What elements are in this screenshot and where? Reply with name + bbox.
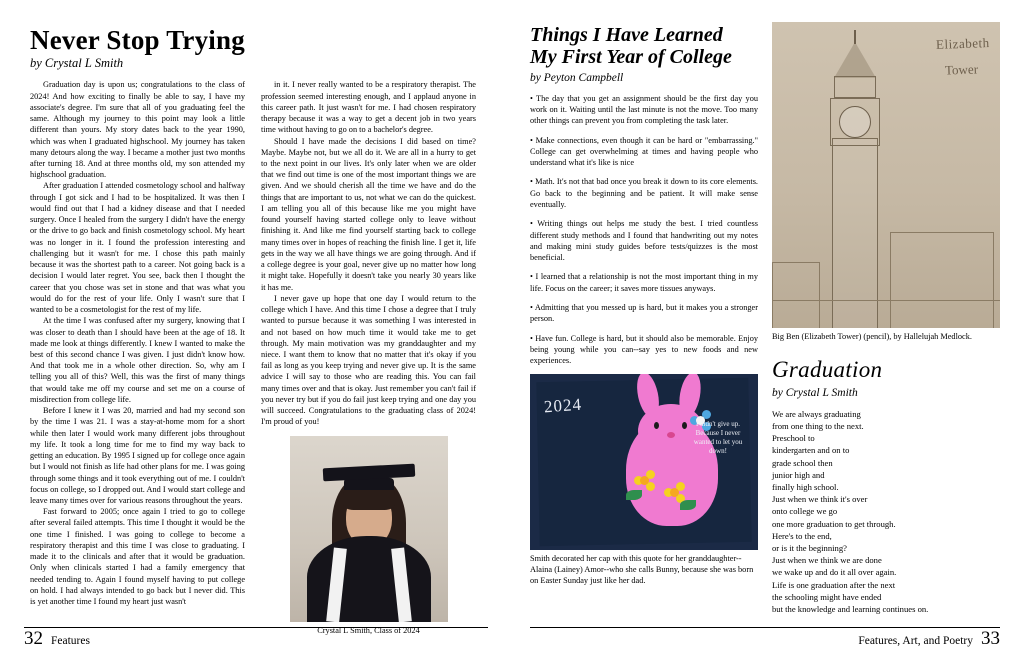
poem-body [772,408,1000,615]
poem-line: Just when we think we are done [772,555,882,566]
ground-line [772,300,1000,328]
poem-line: Just when we think it's over [772,494,868,505]
flower-icon [634,470,656,492]
body-text-column-1 [30,79,245,607]
bullet-list [530,93,758,367]
paragraph: I never gave up hope that one day I would return to the college which I have. And this time I chose a degree that I truly wanted to pursue because it was something I was interested in and not based on how much time it would take me to get through. My main motivation was my granddaughter and my niece. I want them to know that no matter that it's okay if you fail as long as you keep trying and never give up. It is the same advice I will say to those who are reading this. You can fail many times over and that is okay. Just remember you can't fail if you never try but if you do fail just keep trying and one day you will succeed. Congratulations to the graduating class of 2024! I'm proud of you! [261,293,476,427]
cap-year-text: 2024 [543,395,583,417]
poem-line: We are always graduating [772,408,861,419]
footer-rule [24,627,488,628]
left-columns [30,79,494,634]
list-item: • I learned that a relationship is not the most important thing in my life. Focus on the career; it saves more tissues anyways. [530,272,758,293]
list-item: • Writing things out helps me study the best. I tried countless different study methods and I found that handwriting out my notes and making mini study guides before tests/quizzes is the most beneficial. [530,219,758,263]
poem-line: finally high school. [772,482,839,492]
poem-line: Here's to the end, [772,530,832,541]
page-title: Never Stop Trying [30,25,245,55]
list-item: • The day that you get an assignment should be the first day you work on it. Waiting until the last minute is not the move. Too many other things can prevent you from completing the task later. [530,93,758,126]
paragraph: Graduation day is upon us; congratulations to the class of 2024! And how exciting to finally be able to say, I have my associate's degree. I'm sure that all of you graduating feel the same. Although my journey to this point may look a little different than yours. My story dates back to the year 1990, which was when I graduated highschool. My journey has taken many detours along the way. I became a mother just two months after turning 18. And at three months old, my son attended my highschool graduation. [30,80,245,180]
body-text-column-2 [261,79,476,427]
bigben-drawing [772,22,1000,328]
poem-byline: by Crystal L Smith [772,386,858,399]
finial [854,30,856,44]
article-title-line-2: My First Year of College [530,46,732,69]
list-item: • Make connections, even though it can be hard or "embarrassing." College can get overwhelming at times and having people who understand what it's like is nice [530,135,758,168]
column-2 [261,79,476,634]
spire [834,42,876,78]
list-item: • Admitting that you messed up is hard, but it makes you a stronger person. [530,303,758,324]
page-number: 32 [24,628,43,649]
hat-photo-caption: Smith decorated her cap with this quote for her granddaughter--Alaina (Lainey) Amor--who she calls Bunny, because she was born on Easter Sunday just like her dad. [530,554,754,585]
hat-photo-block [530,374,758,586]
paragraph: Fast forward to 2005; once again I tried to go to college after several failed attempts. This time I thought it would be the one time I finished. I was going to college to become a respiratory therapist and this time I was close to graduating. I made it to the clinicals and after that it would be graduation. Only when clinicals started I had a family emergency that needed tending to. Again I found myself having to put college on hold. I had always intended to go back but I never did. This is yet another time I found my heart just wasn't [30,507,245,607]
poem-line: the schooling might have ended [772,591,882,602]
photo-caption: Crystal L Smith, Class of 2024 [317,625,420,635]
poem-line: grade school then [772,457,833,468]
drawing-label-line-2: Tower [944,61,979,78]
paragraph: At the time I was confused after my surgery, knowing that I was closer to death than I should have been at the age of 18. It made me look at things differently. I knew I wanted to make the best of this second chance I was given. I just didn't know how. And that took me in a whole other direction. So, why am I telling you all of this? Well, this was the first of many things that would take me off my course and set me on a course of misdirection from college life. [30,316,245,404]
paragraph: After graduation I attended cosmetology school and halfway through I got sick and I had to be hospitalized. It was then I would find out that I had a kidney disease and that I needed surgery. Once I healed from the surgery I didn't have the energy or the drive to go back and finish cosmetology school. My heart was no longer in it. I found the profession interesting and challenging but it wasn't for me. I chose this path mainly because it was the shortest path to a career. Not going back is a decision I would later regret. You see, back then I thought the career that you chose was set in stone and that was what you would do for the rest of your life. Only I wasn't sure that I wanted to be a cosmetologist for the rest of my life. [30,181,245,315]
poem-line: kindergarten and on to [772,445,850,456]
gown-shape [307,536,431,622]
page-number: 33 [981,628,1000,649]
article-title [530,24,758,69]
poem-line: onto college we go [772,506,838,517]
section-label: Features [51,635,90,647]
graduation-portrait-photo [290,436,448,622]
tower-shape [818,60,892,328]
right-columns [530,22,1000,615]
column-4 [772,22,1000,615]
poem-line: Life is one graduation after the next [772,579,896,590]
column-3 [530,22,758,615]
poem-line: junior high and [772,469,825,480]
bigben-caption: Big Ben (Elizabeth Tower) (pencil), by Hallelujah Medlock. [772,332,972,341]
poem-line: we wake up and do it all over again. [772,567,897,578]
column-1 [30,79,245,634]
article-byline: by Peyton Campbell [530,71,624,84]
list-item: • Math. It's not that bad once you break it down to its core elements. Go back to the beginning and be patient. It will make sense eventually. [530,177,758,210]
belfry [834,76,876,98]
paragraph: Before I knew it I was 20, married and had my second son by the time I was 21. I was a stay-at-home mom for a short while then later I would work many different jobs throughout my life. It took a long time for me to find my way back to getting an education. By 1995 I signed up for college once again but I would not finish as life had other plans for me. I was going through some things and it took everything out of me. I couldn't focus on college, so I dropped out. And I would start college and leave many times over for various reasons throughout the years. [30,406,245,506]
drawing-label-line-1: Elizabeth [936,35,991,52]
page-right [512,0,1024,662]
poem-line: from one thing to the next. [772,420,864,431]
paragraph: Should I have made the decisions I did based on time? Maybe. Maybe not, but we all do it. We are all in a hurry to get to the next point in our lives. It's only later when we are older that we find out time is one of the most important things we are given. And we should cherish all the time we have and do the things that are important to us, not what we can do the quickest. I am telling you all of this because like me you might have found yourself having started college only to leave without finishing it. And like me find yourself starting back to college many times over in hopes of reaching the finish line. I get it, life gets in the way we all have things we are going through. And if a college degree is your goal, never give up no matter how long it might take. Hopefully it doesn't take you nearly 30 years like it has me. [261,136,476,292]
cap-quote-text: I didn't give up. Because I never wanted to let you down! [693,420,743,455]
poem-line: one more graduation to get through. [772,518,896,529]
poem-line: but the knowledge and learning continues on. [772,604,929,615]
graduation-photo-block [261,436,476,635]
folio-right [858,628,1000,650]
folio-left [24,628,90,650]
clock-face-icon [839,106,871,138]
poem-title: Graduation [772,356,883,382]
article-title-line-1: Things I Have Learned [530,24,723,46]
graduation-cap-photo [530,374,758,550]
poem-line: or is it the beginning? [772,543,847,554]
section-label: Features, Art, and Poetry [858,635,973,647]
paragraph: in it. I never really wanted to be a respiratory therapist. The profession seemed interesting enough, and I applaud anyone in this career path. It just wasn't for me. I had chosen respiratory therapy because it was a way to get a decent job in two years time without having to go on to a bachelor's degree. [261,80,476,135]
list-item: • Have fun. College is hard, but it should also be memorable. Enjoy being young while you can--say yes to new foods and new experiences. [530,333,758,366]
poem-line: Preschool to [772,433,815,444]
article-byline: by Crystal L Smith [30,56,124,71]
